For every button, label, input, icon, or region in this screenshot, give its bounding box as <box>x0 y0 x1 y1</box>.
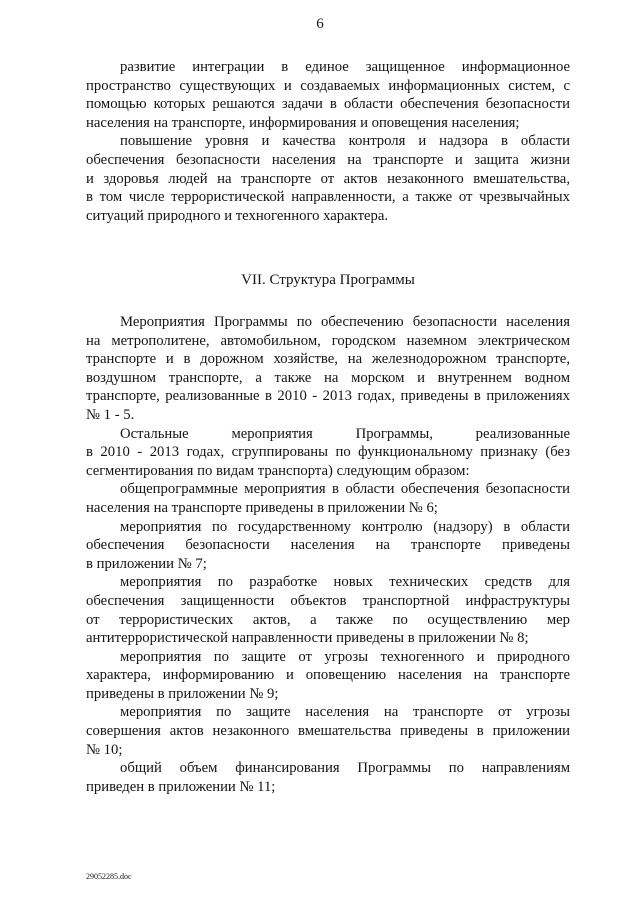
text-line: мероприятия по защите населения на транспорте от угрозы <box>120 704 570 721</box>
text-line: сегментирования по видам транспорта) следующим образом: <box>86 462 470 479</box>
text-line: № 1 - 5. <box>86 406 135 423</box>
text-line: ситуаций природного и техногенного характера. <box>86 207 389 224</box>
text-line: и здоровья людей на транспорте от актов незаконного вмешательства, <box>86 170 570 187</box>
text-line: транспорте, реализованные в 2010 - 2013 годах, приведены в приложениях <box>86 388 570 405</box>
text-line: мероприятия по разработке новых технических средств для <box>120 574 570 591</box>
text-line: мероприятия по государственному контролю (надзору) в области <box>120 518 570 535</box>
text-line: совершения актов незаконного вмешательства приведены в приложении <box>86 723 570 740</box>
text-line: Остальные мероприятия Программы, реализованные <box>120 425 570 442</box>
text-line: развитие интеграции в единое защищенное информационное <box>120 59 570 75</box>
text-line: повышение уровня и качества контроля и надзора в области <box>120 133 570 150</box>
text-line: в приложении № 7; <box>86 555 207 572</box>
page-number: 6 <box>316 16 324 32</box>
main-paragraphs <box>86 313 570 796</box>
text-line: мероприятия по защите от угрозы техногенного и природного <box>120 648 570 665</box>
text-line: в 2010 - 2013 годах, сгруппированы по функциональному признаку (без <box>86 444 570 461</box>
text-line: от террористических актов, а также по осуществлению мер <box>86 611 570 628</box>
top-paragraphs <box>86 58 570 225</box>
text-line: на метрополитене, автомобильном, городском наземном электрическом <box>86 332 570 349</box>
text-line: обеспечения безопасности населения на транспорте и защита жизни <box>86 151 570 168</box>
text-line: населения на транспорте, информирования и оповещения населения; <box>86 114 520 131</box>
text-line: антитеррористической направленности приведены в приложении № 8; <box>86 630 529 647</box>
text-line: пространство существующих и создаваемых информационных систем, с <box>86 77 570 94</box>
text-line: общепрограммные мероприятия в области обеспечения безопасности <box>120 481 570 498</box>
section-heading: VII. Структура Программы <box>241 272 415 288</box>
text-line: общий объем финансирования Программы по направлениям <box>120 760 570 777</box>
text-line: воздушном транспорте, а также на морском и внутреннем водном <box>86 369 570 386</box>
text-line: приведен в приложении № 11; <box>86 778 276 795</box>
text-line: обеспечения защищенности объектов транспортной инфраструктуры <box>86 592 570 609</box>
text-line: помощью которых решаются задачи в области обеспечения безопасности <box>86 96 570 113</box>
text-line: населения на транспорте приведены в приложении № 6; <box>86 499 438 516</box>
text-line: транспорте и в дорожном хозяйстве, на железнодорожном транспорте, <box>86 351 570 368</box>
text-line: приведены в приложении № 9; <box>86 685 279 702</box>
text-line: обеспечения безопасности населения на транспорте приведены <box>86 537 570 554</box>
text-line: характера, информированию и оповещению населения на транспорте <box>86 667 570 684</box>
text-line: № 10; <box>86 741 123 758</box>
text-line: Мероприятия Программы по обеспечению безопасности населения <box>120 314 570 330</box>
text-line: в том числе террористической направленности, а также от чрезвычайных <box>86 189 570 206</box>
footer-document-code: 29052285.doc <box>86 872 132 881</box>
